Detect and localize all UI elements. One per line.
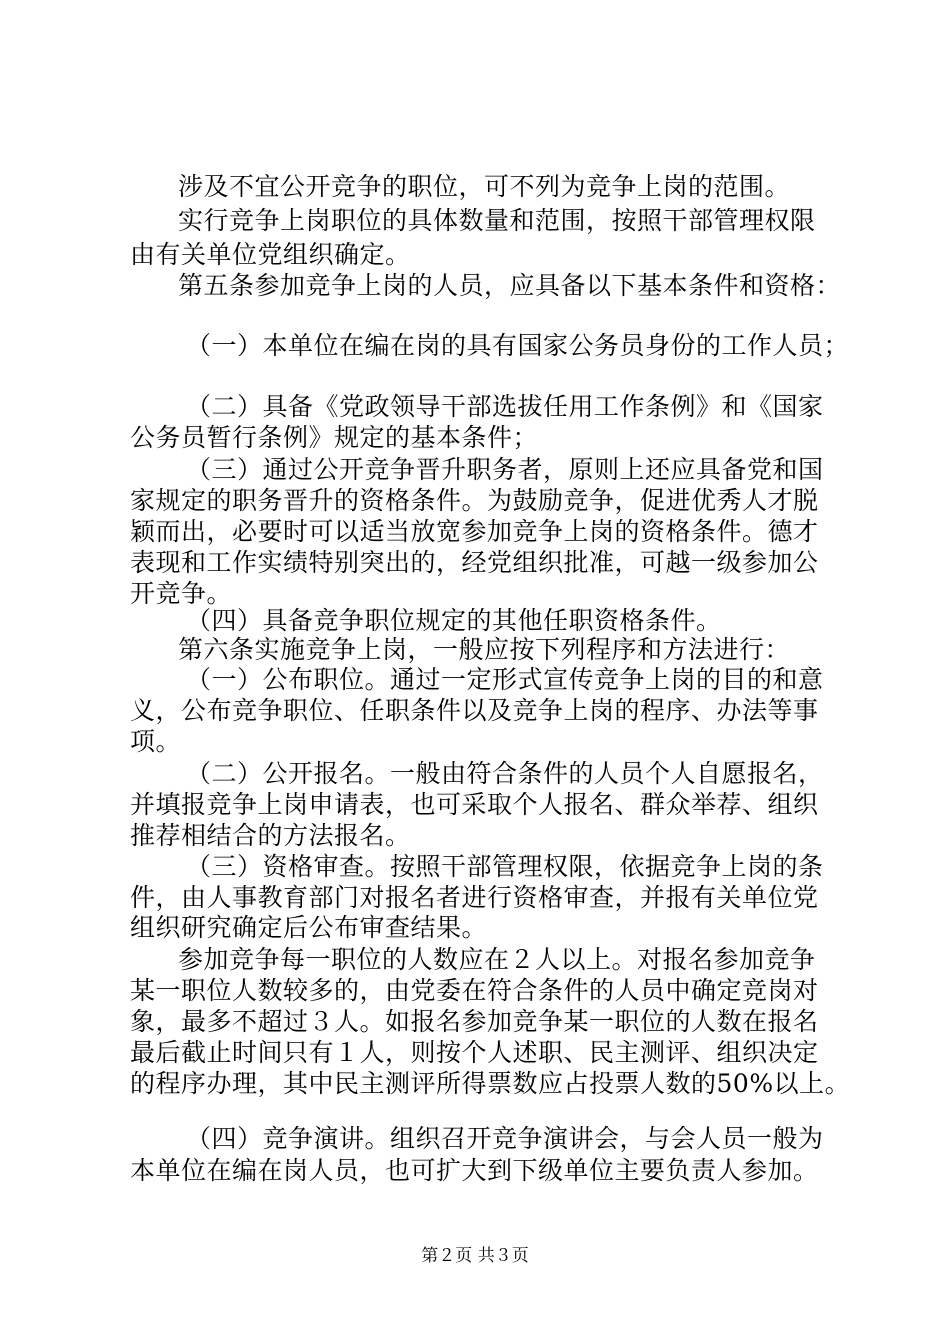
paragraph-line: 实行竞争上岗职位的具体数量和范围，按照干部管理权限 bbox=[178, 206, 816, 235]
paragraph-line: 某一职位人数较多的，由党委在符合条件的人员中确定竞岗对 bbox=[130, 976, 819, 1005]
page-number-footer: 第２页 共３页 bbox=[421, 1246, 529, 1266]
paragraph-line: 本单位在编在岗人员，也可扩大到下级单位主要负责人参加。 bbox=[130, 1156, 819, 1185]
paragraph-line: 参加竞争每一职位的人数应在２人以上。对报名参加竞争 bbox=[178, 945, 816, 974]
paragraph-line: 家规定的职务晋升的资格条件。为鼓励竞争，促进优秀人才脱 bbox=[130, 486, 819, 515]
paragraph-line: 的程序办理，其中民主测评所得票数应占投票人数的50%以上。 bbox=[130, 1069, 851, 1098]
list-item-line: （三）通过公开竞争晋升职务者，原则上还应具备党和国 bbox=[186, 455, 824, 484]
list-item-line: （二）公开报名。一般由符合条件的人员个人自愿报名， bbox=[186, 759, 824, 788]
article-heading-line: 第五条参加竞争上岗的人员，应具备以下基本条件和资格： bbox=[178, 271, 842, 300]
paragraph-line: 表现和工作实绩特别突出的，经党组织批准，可越一级参加公 bbox=[130, 548, 819, 577]
article-heading-line: 第六条实施竞争上岗，一般应按下列程序和方法进行： bbox=[178, 635, 791, 664]
paragraph-line: 件，由人事教育部门对报名者进行资格审查，并报有关单位党 bbox=[130, 883, 819, 912]
paragraph-line: 涉及不宜公开竞争的职位，可不列为竞争上岗的范围。 bbox=[178, 172, 791, 201]
paragraph-line: 象，最多不超过３人。如报名参加竞争某一职位的人数在报名 bbox=[130, 1007, 819, 1036]
list-item-line: （四）竞争演讲。组织召开竞争演讲会，与会人员一般为 bbox=[186, 1124, 824, 1153]
paragraph-line: 公务员暂行条例》规定的基本条件； bbox=[130, 423, 539, 452]
list-item-line: （一）本单位在编在岗的具有国家公务员身份的工作人员； bbox=[186, 331, 850, 360]
paragraph-line: 并填报竞争上岗申请表，也可采取个人报名、群众举荐、组织 bbox=[130, 790, 819, 819]
paragraph-line: 最后截止时间只有１人，则按个人述职、民主测评、组织决定 bbox=[130, 1038, 819, 1067]
paragraph-line: 组织研究确定后公布审查结果。 bbox=[130, 913, 488, 942]
list-item-line: （二）具备《党政领导干部选拔任用工作条例》和《国家 bbox=[186, 392, 824, 421]
list-item-line: （四）具备竞争职位规定的其他任职资格条件。 bbox=[186, 606, 722, 635]
paragraph-line: 推荐相结合的方法报名。 bbox=[130, 821, 411, 850]
paragraph-line: 颖而出，必要时可以适当放宽参加竞争上岗的资格条件。德才 bbox=[130, 517, 819, 546]
paragraph-line: 义，公布竞争职位、任职条件以及竞争上岗的程序、办法等事 bbox=[130, 696, 819, 725]
paragraph-line: 项。 bbox=[130, 727, 182, 756]
list-item-line: （一）公布职位。通过一定形式宣传竞争上岗的目的和意 bbox=[186, 665, 824, 694]
list-item-line: （三）资格审查。按照干部管理权限，依据竞争上岗的条 bbox=[186, 852, 824, 881]
paragraph-line: 开竞争。 bbox=[130, 579, 233, 608]
paragraph-line: 由有关单位党组织确定。 bbox=[130, 240, 411, 269]
